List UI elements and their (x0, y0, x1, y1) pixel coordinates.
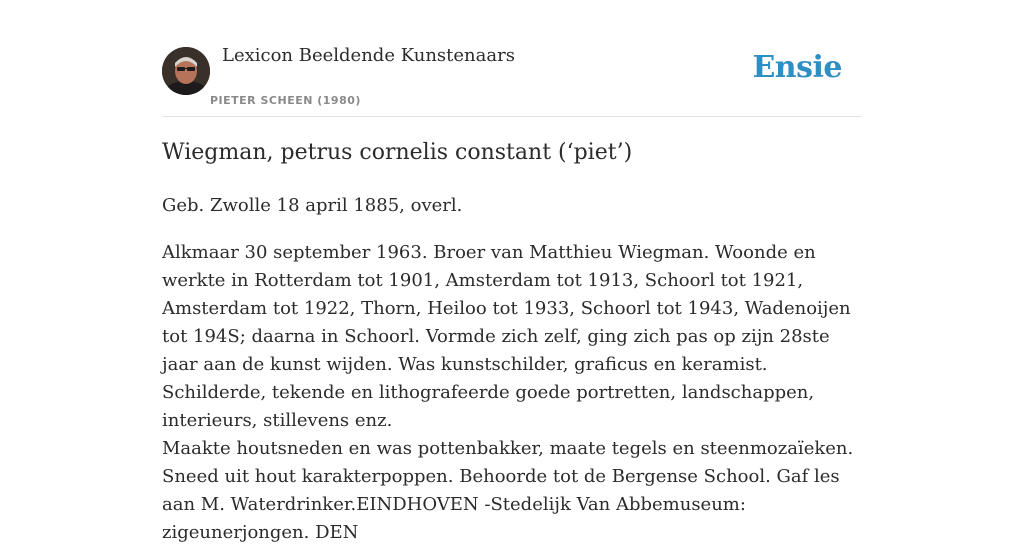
ensie-logo[interactable]: Ensie (752, 50, 842, 85)
avatar-photo-icon (162, 47, 210, 95)
header (162, 0, 862, 117)
entry-title: Wiegman, petrus cornelis constant (‘piet’) (162, 140, 633, 165)
entry-paragraph: Geb. Zwolle 18 april 1885, overl. (162, 195, 463, 216)
author-name[interactable]: PIETER SCHEEN (1980) (210, 94, 361, 107)
entry-paragraph: Maakte houtsneden en was pottenbakker, maate tegels en steenmozaïeken. Sneed uit hout karakterpoppen. Behoorde tot de Bergense School. Gaf les aan M. Waterdrinker.EINDHOVEN -Stedelijk Van Abbemuseum: zigeunerjongen. DEN (162, 438, 854, 543)
page-container (162, 0, 862, 543)
entry-paragraph: Alkmaar 30 september 1963. Broer van Matthieu Wiegman. Woonde en werkte in Rotterdam tot 1901, Amsterdam tot 1913, Schoorl tot 1921, Amsterdam tot 1922, Thorn, Heiloo tot 1933, Schoorl tot 1943, Wadenoijen tot 194S; daarna in Schoorl. Vormde zich zelf, ging zich pas op zijn 28ste jaar aan de kunst wijden. Was kunstschilder, graficus en keramist. Schilderde, tekende en lithografeerde goede portretten, landschappen, interieurs, stillevens enz. (162, 242, 851, 431)
book-title-link[interactable]: Lexicon Beeldende Kunstenaars (222, 45, 515, 66)
author-avatar[interactable] (162, 47, 210, 95)
